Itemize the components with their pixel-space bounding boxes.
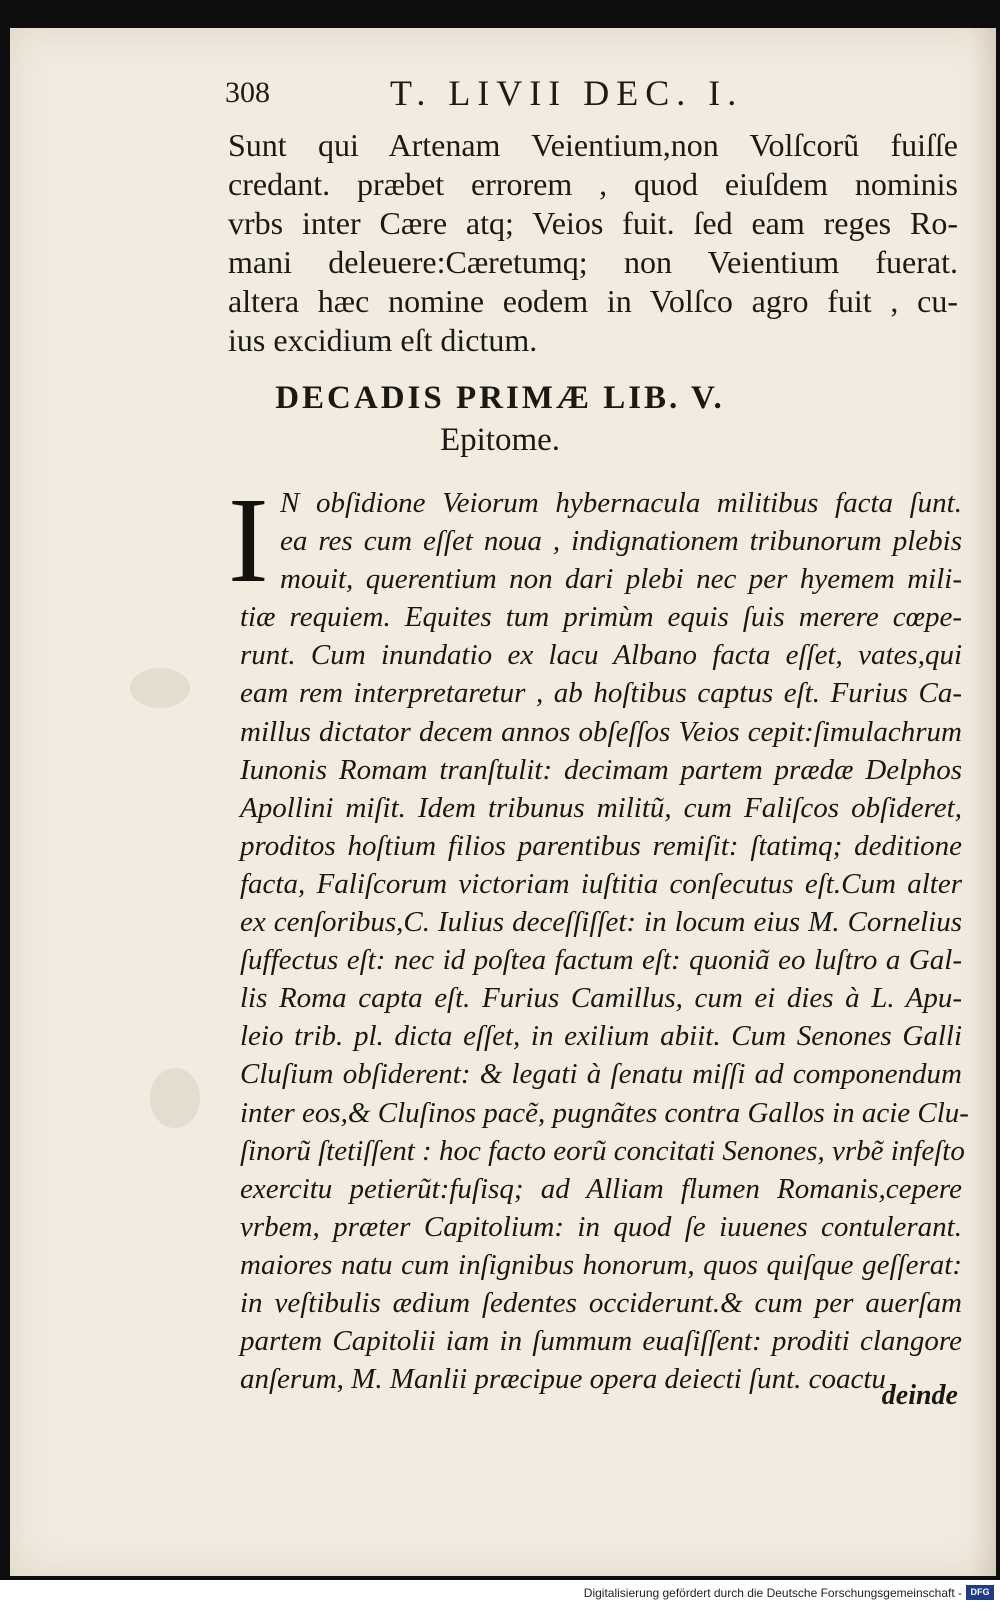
page-edge-shading (970, 28, 996, 1576)
text-line: Sunt qui Artenam Veientium,non Volſcorũ fuiſſe (228, 127, 958, 163)
text-line: inter eos,& Cluſinos pacẽ, pugnãtes contra Gallos in acie Clu- (240, 1096, 969, 1129)
text-line: N obſidione Veiorum hybernacula militibus facta ſunt. (280, 487, 962, 519)
text-line: mouit, querentium non dari plebi nec per hyemem mili- (280, 563, 962, 596)
footer-credit: Digitalisierung gefördert durch die Deutsche Forschungsgemeinschaft - (583, 1586, 962, 1600)
text-line: credant. præbet errorem , quod eiuſdem nominis (228, 166, 958, 202)
text-line: tiæ requiem. Equites tum primùm equis ſuis merere cœpe- (240, 601, 962, 634)
catchword: deinde (881, 1380, 958, 1411)
text-line: leio trib. pl. dicta eſſet, in exilium abiit. Cum Senones Galli (240, 1020, 962, 1053)
epitome-text (240, 484, 969, 1398)
text-line: Apollini miſit. Idem tribunus militũ, cum Faliſcos obſideret, (240, 791, 962, 824)
text-line: ex cenſoribus,C. Iulius deceſſiſſet: in locum eius M. Cornelius (240, 906, 962, 939)
text-line: partem Capitolii iam in ſummum euaſiſſent: proditi clangore (240, 1325, 962, 1358)
text-line: ea res cum eſſet noua , indignationem tribunorum plebis (280, 525, 962, 558)
text-line: runt. Cum inundatio ex lacu Albano facta eſſet, vates,qui (240, 639, 962, 672)
page-number: 308 (225, 76, 270, 109)
text-line: exercitu petierũt:fuſisq; ad Alliam flumen Romanis,cepere (240, 1172, 962, 1205)
text-line: proditos hoſtium filios parentibus remiſit: ſtatimq; deditione (240, 829, 962, 862)
text-line: Cluſium obſiderent: & legati à ſenatu miſſi ad componendum (240, 1058, 962, 1091)
text-line: vrbs inter Cære atq; Veios fuit. ſed eam reges Ro- (228, 205, 958, 241)
paper-stain (130, 668, 190, 708)
text-line: Iunonis Romam tranſtulit: decimam partem prædæ Delphos (240, 753, 962, 786)
text-line: maiores natu cum inſignibus honorum, quos quiſque geſſerat: (240, 1248, 962, 1281)
dfg-logo: DFG (966, 1585, 994, 1600)
text-line: eam rem interpretaretur , ab hoſtibus captus eſt. Furius Ca- (240, 677, 962, 710)
text-line: anſerum, M. Manlii præcipue opera deiecti ſunt. coactu (240, 1363, 886, 1396)
text-line: in veſtibulis ædium ſedentes occiderunt.& cum per auerſam (240, 1286, 962, 1319)
running-head-title: T. LIVII DEC. I. (390, 73, 744, 113)
text-line: mani deleuere:Cæretumq; non Veientium fuerat. (228, 244, 958, 280)
text-line: ius excidium eſt dictum. (228, 322, 538, 358)
paper-stain (150, 1068, 200, 1128)
digitization-footer (0, 1580, 1000, 1611)
previous-chapter-text (228, 126, 958, 360)
text-line: facta, Faliſcorum victoriam iuſtitia conſecutus eſt.Cum alter (240, 867, 962, 900)
text-line: vrbem, præter Capitolium: in quod ſe iuuenes contulerant. (240, 1210, 962, 1243)
text-line: millus dictator decem annos obſeſſos Veios cepit:ſimulachrum (240, 715, 962, 748)
section-subtitle: Epitome. (439, 422, 561, 458)
section-title: DECADIS PRIMÆ LIB. V. (275, 380, 725, 416)
running-head (225, 72, 825, 116)
drop-cap: I (228, 473, 269, 608)
text-line: altera hæc nomine eodem in Volſco agro fuit , cu- (228, 283, 958, 319)
text-line: ſinorũ ſtetiſſent : hoc facto eorũ concitati Senones, vrbẽ infeſto (240, 1134, 965, 1167)
text-line: lis Roma capta eſt. Furius Camillus, cum ei dies à L. Apu- (240, 982, 962, 1015)
text-line: ſuffectus eſt: nec id poſtea factum eſt: quoniã eo luſtro a Gal- (240, 944, 962, 977)
